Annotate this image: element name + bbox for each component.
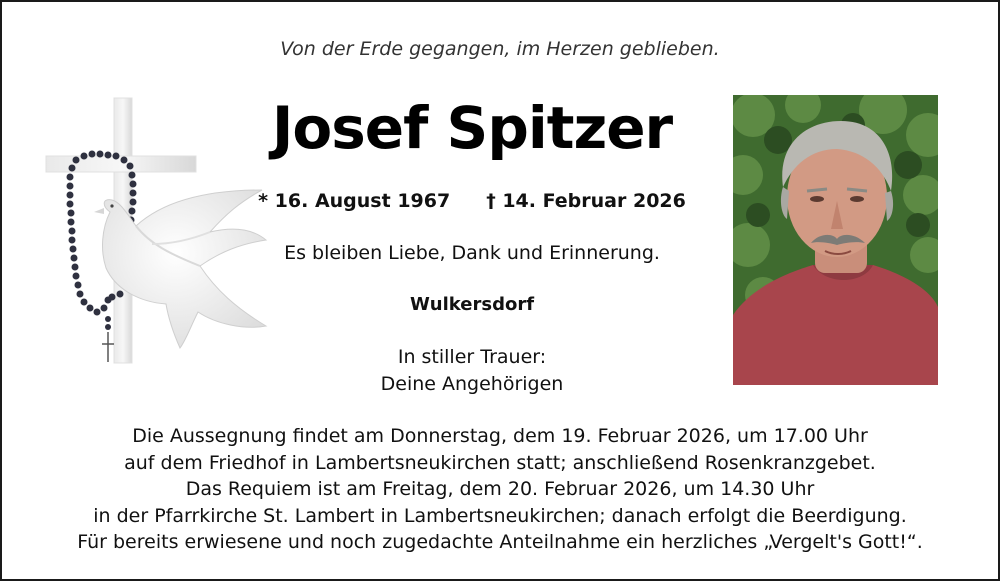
- portrait-photo: [733, 95, 938, 385]
- motto: Von der Erde gegangen, im Herzen geblieben.: [280, 38, 720, 60]
- death-date: † 14. Februar 2026: [486, 190, 686, 212]
- ceremony-details: [2, 423, 998, 556]
- subtitle: Es bleiben Liebe, Dank und Erinnerung.: [284, 242, 660, 264]
- ceremony-line: in der Pfarrkirche St. Lambert in Lambertsneukirchen; danach erfolgt die Beerdigung.: [93, 504, 907, 527]
- mourners: Deine Angehörigen: [380, 373, 564, 395]
- mourning-line: In stiller Trauer:: [397, 346, 547, 368]
- ceremony-line: Das Requiem ist am Freitag, dem 20. Februar 2026, um 14.30 Uhr: [185, 478, 815, 500]
- deceased-name: Josef Spitzer: [271, 94, 673, 162]
- life-dates: [172, 190, 772, 212]
- birth-date: * 16. August 1967: [258, 190, 451, 212]
- ceremony-line: Die Aussegnung findet am Donnerstag, dem 19. Februar 2026, um 17.00 Uhr: [132, 425, 868, 447]
- ceremony-line: auf dem Friedhof in Lambertsneukirchen statt; anschließend Rosenkranzgebet.: [124, 451, 876, 474]
- place-of-residence: Wulkersdorf: [409, 294, 535, 315]
- ceremony-line: Für bereits erwiesene und noch zugedachte Anteilnahme ein herzliches „Vergelt's Gott!“.: [77, 531, 923, 553]
